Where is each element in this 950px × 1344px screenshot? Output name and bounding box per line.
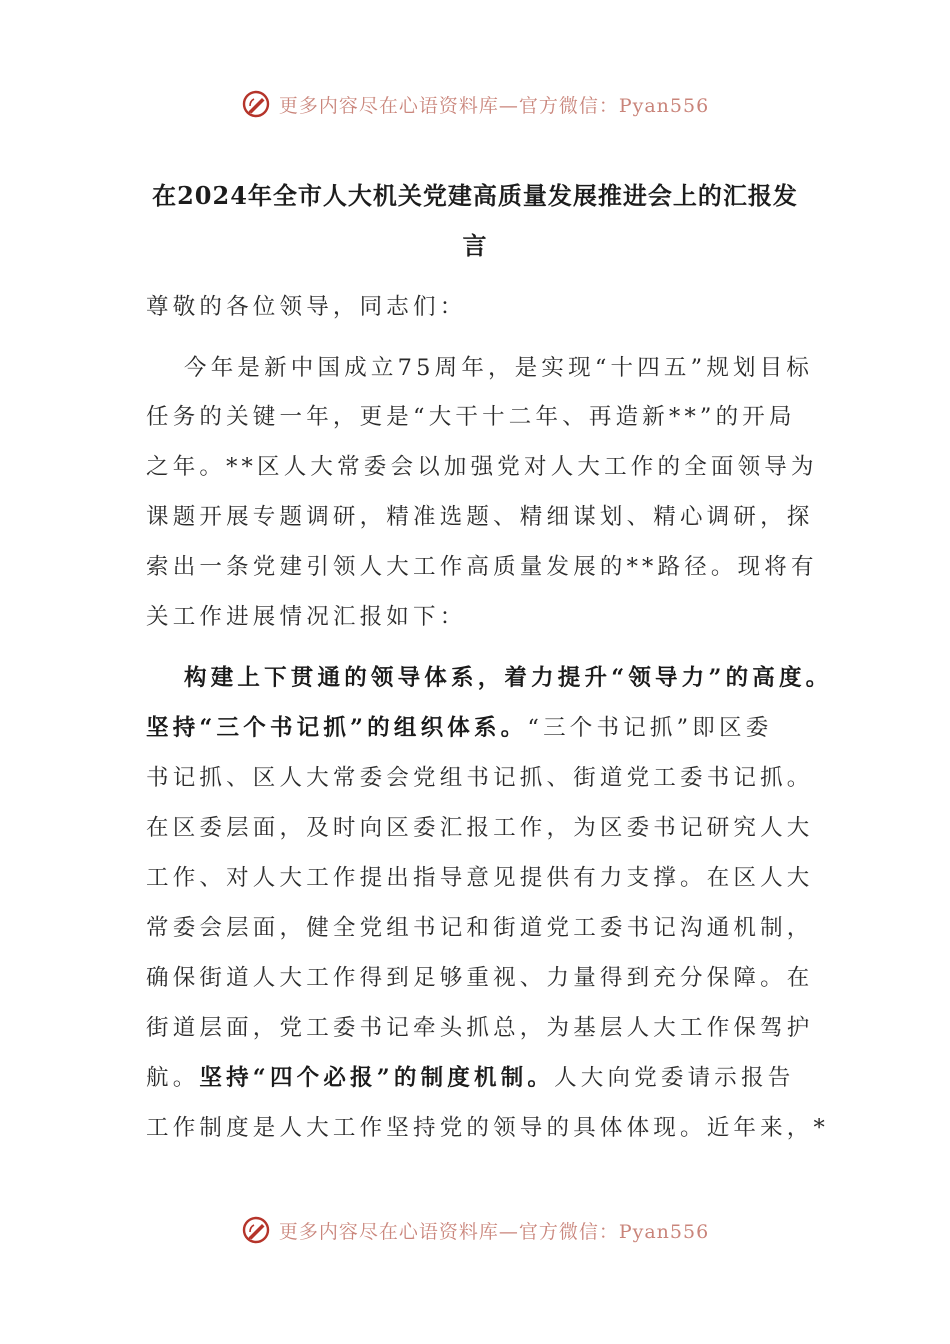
document-title-line-1: 在2024年全市人大机关党建高质量发展推进会上的汇报发 (152, 181, 798, 210)
paragraph-1-line: 课题开展专题调研，精准选题、精细谋划、精心调研，探 (146, 504, 814, 530)
watermark-text: 更多内容尽在心语资料库—官方微信：Pyan556 (278, 1220, 710, 1243)
paragraph-2-line: 确保街道人大工作得到足够重视、力量得到充分保障。在 (146, 965, 814, 991)
subheading-three-secretaries: 坚持“三个书记抓”的组织体系。 (146, 715, 528, 741)
paragraph-2-line: 街道层面，党工委书记牵头抓总，为基层人大工作保驾护 (146, 1015, 814, 1041)
paragraph-1-line: 任务的关键一年，更是“大干十二年、再造新**”的开局 (146, 404, 796, 430)
document-title-line-2: 言 (462, 231, 488, 260)
salutation: 尊敬的各位领导，同志们： (146, 294, 467, 320)
paragraph-2-text: “三个书记抓”即区委 (527, 715, 773, 741)
paragraph-2-text: 航。 (146, 1065, 200, 1091)
paragraph-2-line: 工作制度是人大工作坚持党的领导的具体体现。近年来，* (146, 1115, 829, 1141)
paragraph-2-line (146, 1062, 810, 1094)
pen-logo-icon (241, 1215, 271, 1245)
paragraph-2-line (146, 712, 810, 744)
paragraph-2-line: 书记抓、区人大常委会党组书记抓、街道党工委书记抓。 (146, 765, 814, 791)
section-heading: 构建上下贯通的领导体系，着力提升“领导力”的高度。 (184, 665, 833, 691)
paragraph-1-line: 索出一条党建引领人大工作高质量发展的**路径。现将有 (146, 554, 818, 580)
paragraph-2-line: 在区委层面，及时向区委汇报工作，为区委书记研究人大 (146, 815, 814, 841)
paragraph-2-line: 工作、对人大工作提出指导意见提供有力支撑。在区人大 (146, 865, 814, 891)
watermark-banner-top (0, 84, 950, 124)
paragraph-2-line: 常委会层面，健全党组书记和街道党工委书记沟通机制， (146, 915, 814, 941)
watermark-banner-bottom (0, 1210, 950, 1250)
paragraph-1-line: 之年。**区人大常委会以加强党对人大工作的全面领导为 (146, 454, 818, 480)
pen-logo-icon (241, 89, 271, 119)
paragraph-1-line: 今年是新中国成立75周年，是实现“十四五”规划目标 (184, 355, 814, 381)
paragraph-2-text: 人大向党委请示报告 (554, 1065, 795, 1091)
watermark-text: 更多内容尽在心语资料库—官方微信：Pyan556 (278, 94, 710, 117)
subheading-four-reports: 坚持“四个必报”的制度机制。 (199, 1065, 555, 1091)
paragraph-1-line: 关工作进展情况汇报如下： (146, 604, 467, 630)
